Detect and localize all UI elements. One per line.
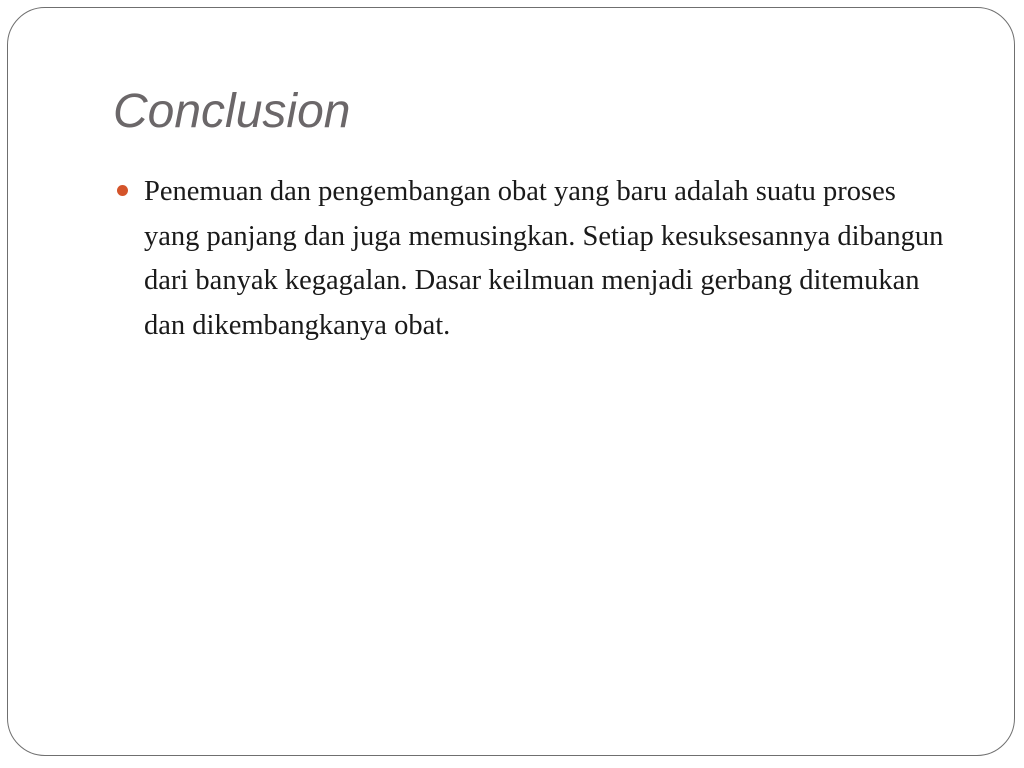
bullet-text: Penemuan dan pengembangan obat yang baru adalah suatu proses yang panjang dan juga memusingkan. Setiap kesuksesannya dibangun dari banyak kegagalan. Dasar keilmuan menjadi gerbang ditemukan dan dikembangkanya obat.	[144, 176, 944, 341]
bullet-dot-icon	[117, 185, 128, 196]
bullet-list	[114, 170, 944, 348]
slide-title: Conclusion	[113, 85, 351, 138]
bullet-item	[114, 170, 944, 348]
